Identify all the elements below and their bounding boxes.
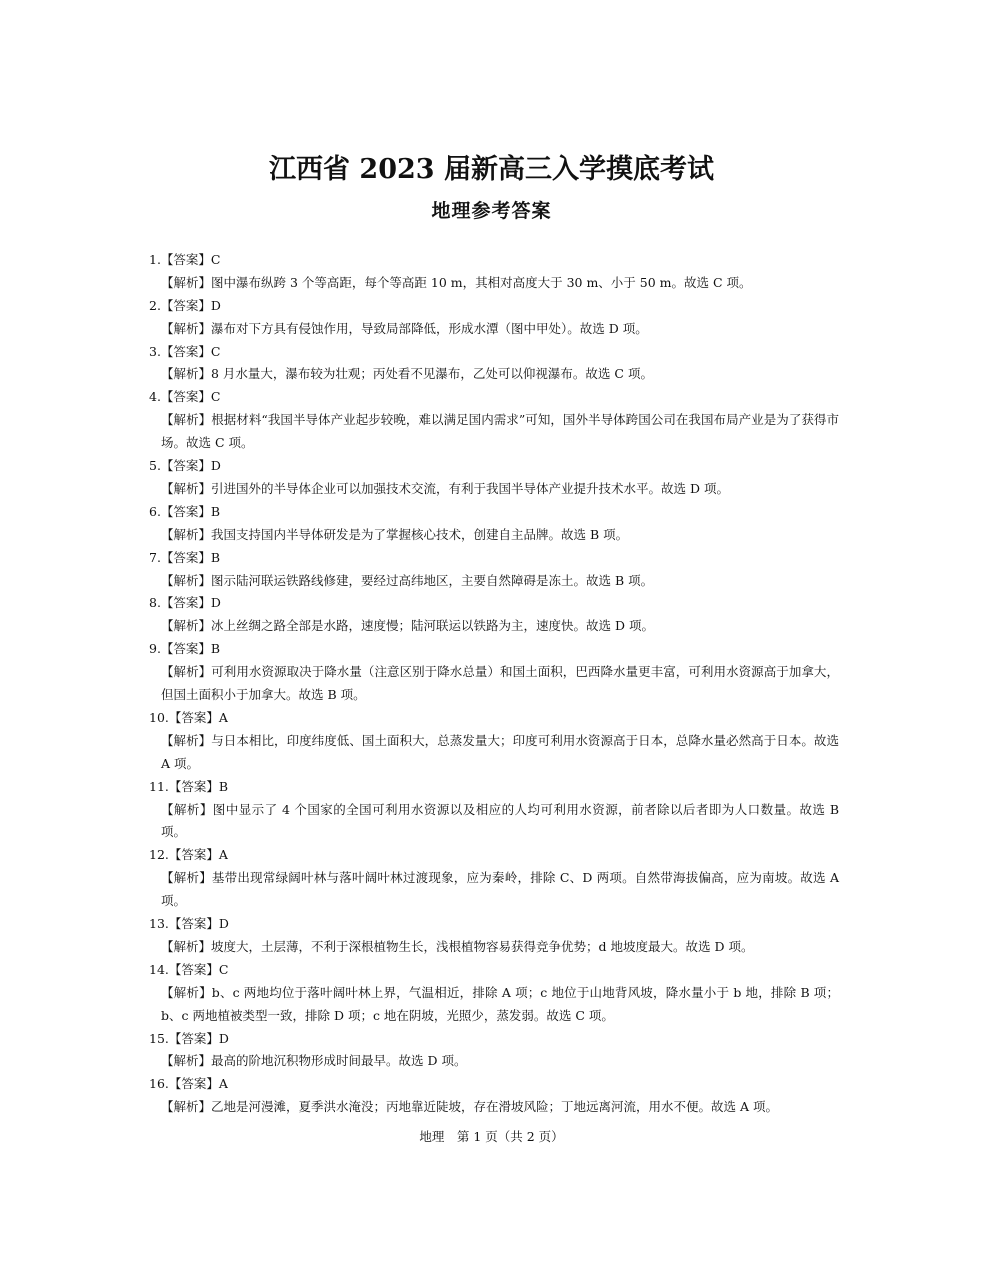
analysis-text: 【解析】与日本相比，印度纬度低、国土面积大，总蒸发量大；印度可利用水资源高于日本，总降水量必然高于日本。故选 A 项。 <box>161 732 839 771</box>
answer-item <box>149 638 839 707</box>
analysis-text: 【解析】图中瀑布纵跨 3 个等高距，每个等高距 10 m，其相对高度大于 30 m、小于 50 m。故选 C 项。 <box>161 274 752 290</box>
answer-line: 1.【答案】C <box>149 252 221 267</box>
answer-line: 6.【答案】B <box>149 503 221 519</box>
answer-item <box>149 386 839 455</box>
analysis-text: 【解析】图中显示了 4 个国家的全国可利用水资源以及相应的人均可利用水资源，前者除以后者即为人口数量。故选 B 项。 <box>161 801 839 840</box>
answer-line: 12.【答案】A <box>149 847 228 863</box>
analysis-text: 【解析】8 月水量大，瀑布较为壮观；丙处看不见瀑布，乙处可以仰视瀑布。故选 C 项。 <box>161 366 653 382</box>
analysis-text: 【解析】瀑布对下方具有侵蚀作用，导致局部降低，形成水潭（图中甲处）。故选 D 项。 <box>161 320 648 336</box>
answer-list <box>149 249 839 1119</box>
answer-item <box>149 707 839 776</box>
answer-line: 15.【答案】D <box>149 1030 229 1046</box>
analysis-text: 【解析】乙地是河漫滩，夏季洪水淹没；丙地靠近陡坡，存在滑坡风险；丁地远离河流，用水不便。故选 A 项。 <box>161 1099 778 1115</box>
analysis-text: 【解析】可利用水资源取决于降水量（注意区别于降水总量）和国土面积，巴西降水量更丰富，可利用水资源高于加拿大，但国土面积小于加拿大。故选 B 项。 <box>161 664 839 703</box>
analysis-text: 【解析】我国支持国内半导体研发是为了掌握核心技术，创建自主品牌。故选 B 项。 <box>161 526 629 542</box>
answer-item <box>149 341 839 387</box>
answer-item <box>149 1073 839 1119</box>
analysis-text: 【解析】根据材料“我国半导体产业起步较晚，难以满足国内需求”可知，国外半导体跨国公司在我国布局产业是为了获得市场。故选 C 项。 <box>161 412 839 451</box>
answer-line: 5.【答案】D <box>149 458 221 474</box>
answer-item <box>149 1028 839 1074</box>
document-subtitle: 地理参考答案 <box>431 200 552 222</box>
page-footer: 地理 第 1 页（共 2 页） <box>419 1129 564 1144</box>
answer-item <box>149 592 839 638</box>
document-title: 江西省 2023 届新高三入学摸底考试 <box>269 154 714 185</box>
answer-item <box>149 455 839 501</box>
answer-line: 4.【答案】C <box>149 389 221 405</box>
answer-line: 14.【答案】C <box>149 961 229 977</box>
answer-item <box>149 844 839 913</box>
analysis-text: 【解析】基带出现常绿阔叶林与落叶阔叶林过渡现象，应为秦岭，排除 C、D 两项。自然带海拔偏高，应为南坡。故选 A 项。 <box>161 870 839 909</box>
answer-line: 16.【答案】A <box>149 1076 228 1092</box>
analysis-text: 【解析】冰上丝绸之路全部是水路，速度慢；陆河联运以铁路为主，速度快。故选 D 项。 <box>161 618 654 634</box>
answer-item <box>149 913 839 959</box>
analysis-text: 【解析】b、c 两地均位于落叶阔叶林上界，气温相近，排除 A 项；c 地位于山地背风坡，降水量小于 b 地，排除 B 项；b、c 两地植被类型一致，排除 D 项；c 地在阴坡，光照少，蒸发弱。故选 C 项。 <box>161 984 839 1023</box>
answer-item <box>149 776 839 845</box>
answer-item <box>149 547 839 593</box>
analysis-text: 【解析】坡度大，土层薄，不利于深根植物生长，浅根植物容易获得竞争优势；d 地坡度最大。故选 D 项。 <box>161 938 754 954</box>
analysis-text: 【解析】最高的阶地沉积物形成时间最早。故选 D 项。 <box>161 1053 467 1069</box>
answer-line: 9.【答案】B <box>149 641 221 657</box>
analysis-text: 【解析】图示陆河联运铁路线修建，要经过高纬地区，主要自然障碍是冻土。故选 B 项。 <box>161 572 654 588</box>
answer-line: 2.【答案】D <box>149 297 221 313</box>
answer-item <box>149 959 839 1028</box>
answer-line: 11.【答案】B <box>149 778 229 794</box>
answer-line: 3.【答案】C <box>149 343 221 359</box>
answer-item <box>149 249 839 295</box>
answer-line: 10.【答案】A <box>149 709 228 725</box>
analysis-text: 【解析】引进国外的半导体企业可以加强技术交流，有利于我国半导体产业提升技术水平。故选 D 项。 <box>161 480 729 496</box>
answer-line: 8.【答案】D <box>149 595 221 611</box>
answer-item <box>149 501 839 547</box>
answer-item <box>149 295 839 341</box>
answer-line: 7.【答案】B <box>149 549 221 565</box>
answer-line: 13.【答案】D <box>149 916 229 932</box>
